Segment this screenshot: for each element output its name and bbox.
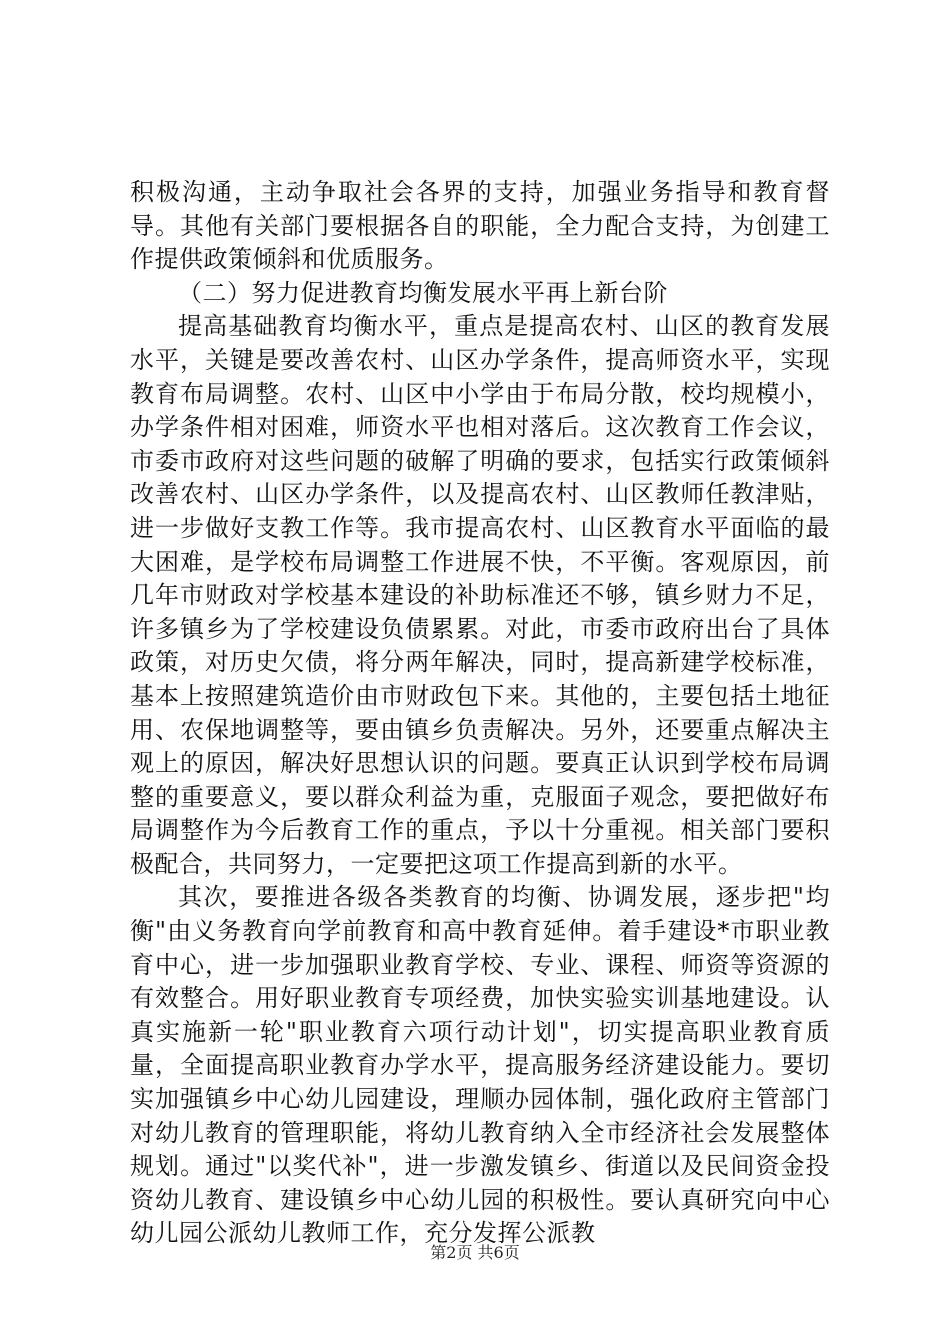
paragraph-balanced-development: 提高基础教育均衡水平，重点是提高农村、山区的教育发展水平，关键是要改善农村、山区办学条件，提高师资水平，实现教育布局调整。农村、山区中小学由于布局分散，校均规模小，办学条件相对困难，师资水平也相对落后。这次教育工作会议，市委市政府对这些问题的破解了明确的要求，包括实行政策倾斜改善农村、山区办学条件，以及提高农村、山区教师任教津贴，进一步做好支教工作等。我市提高农村、山区教育水平面临的最大困难，是学校布局调整工作进展不快，不平衡。客观原因，前几年市财政对学校基本建设的补助标准还不够，镇乡财力不足，许多镇乡为了学校建设负债累累。对此，市委市政府出台了具体政策，对历史欠债，将分两年解决，同时，提高新建学校标准，基本上按照建筑造价由市财政包下来。其他的，主要包括土地征用、农保地调整等，要由镇乡负责解决。另外，还要重点解决主观上的原因，解决好思想认识的问题。要真正认识到学校布局调整的重要意义，要以群众利益为重，克服面子观念，要把做好布局调整作为今后教育工作的重点，予以十分重视。相关部门要积极配合，共同努力，一定要把这项工作提高到新的水平。 xyxy=(130,312,830,878)
section-heading: （二）努力促进教育均衡发展水平再上新台阶 xyxy=(178,278,668,307)
paragraph-continuation: 积极沟通，主动争取社会各界的支持，加强业务指导和教育督导。其他有关部门要根据各自的职能，全力配合支持，为创建工作提供政策倾斜和优质服务。 xyxy=(130,178,830,274)
document-body xyxy=(130,176,830,1251)
paragraph-vocational-preschool: 其次，要推进各级各类教育的均衡、协调发展，逐步把"均衡"由义务教育向学前教育和高中教育延伸。着手建设*市职业教育中心，进一步加强职业教育学校、专业、课程、师资等资源的有效整合。用好职业教育专项经费，加快实验实训基地建设。认真实施新一轮"职业教育六项行动计划"，切实提高职业教育质量，全面提高职业教育办学水平，提高服务经济建设能力。要切实加强镇乡中心幼儿园建设，理顺办园体制，强化政府主管部门对幼儿教育的管理职能，将幼儿教育纳入全市经济社会发展整体规划。通过"以奖代补"，进一步激发镇乡、街道以及民间资金投资幼儿教育、建设镇乡中心幼儿园的积极性。要认真研究向中心幼儿园公派幼儿教师工作，充分发挥公派教 xyxy=(130,883,830,1248)
page-footer: 第2页 共6页 xyxy=(430,1243,520,1262)
